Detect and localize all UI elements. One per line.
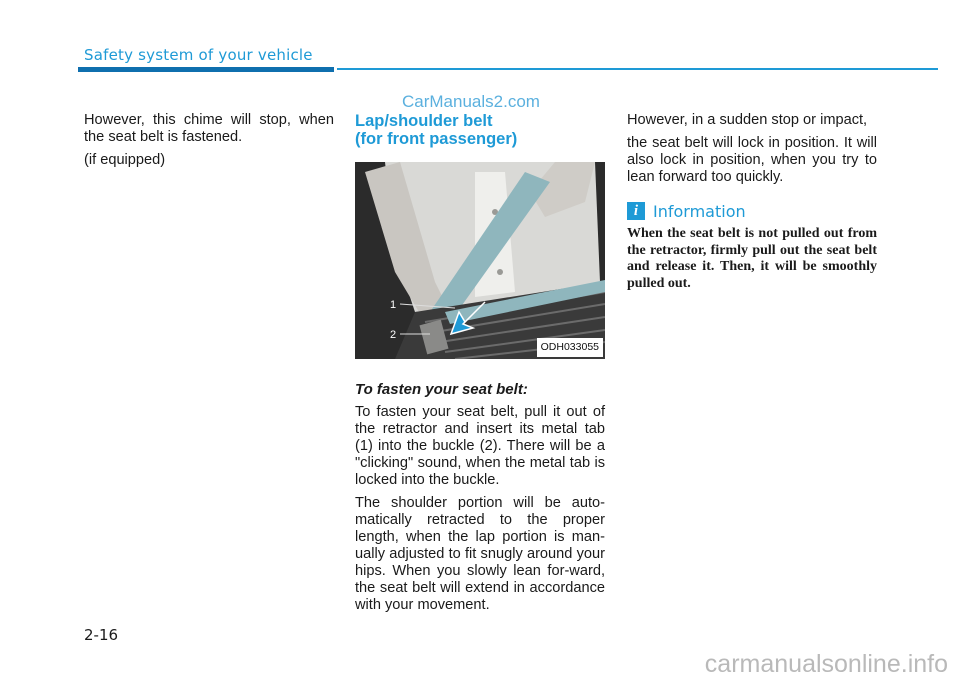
seat-belt-illustration	[355, 162, 605, 359]
figure-code: ODH033055	[537, 338, 603, 357]
section-title-line2: (for front passenger)	[355, 130, 518, 148]
page-number: 2-16	[84, 626, 119, 644]
header-bar-line	[337, 68, 938, 70]
paragraph-fasten: To fasten your seat belt, pull it out of the retractor and insert its metal tab (1) into the buckle (2). There will be a "clicking" sound, when the metal tab is locked into the buckle.	[355, 404, 605, 488]
watermark-top: CarManuals2.com	[402, 92, 540, 111]
paragraph-if-equipped: (if equipped)	[84, 152, 166, 168]
callout-label-2: 2	[390, 329, 397, 341]
paragraph-chime: However, this chime will stop, when the seat belt is fastened.	[84, 112, 334, 145]
information-icon: i	[627, 202, 645, 220]
callout-label-1: 1	[390, 299, 397, 311]
information-header	[627, 202, 877, 220]
header-bar-dark	[78, 67, 334, 72]
seat-belt-figure	[355, 162, 605, 359]
watermark-bottom: carmanualsonline.info	[704, 650, 948, 678]
section-title	[355, 112, 605, 148]
subheading-fasten: To fasten your seat belt:	[355, 381, 528, 398]
information-body: When the seat belt is not pulled out from the retractor, firmly pull out the seat belt and release it. Then, it will be smoothly pulled out.	[627, 226, 877, 291]
paragraph-lock: the seat belt will lock in position. It will also lock in position, when you try to lean forward too quickly.	[627, 135, 877, 185]
column-right	[627, 112, 877, 298]
section-header: Safety system of your vehicle	[84, 46, 313, 64]
column-middle	[355, 112, 605, 620]
paragraph-sudden-stop: However, in a sudden stop or impact,	[627, 112, 868, 128]
information-title: Information	[653, 201, 746, 221]
paragraph-shoulder: The shoulder portion will be auto-matically retracted to the proper length, when the lap portion is man-ually adjusted to fit snugly around your hips. When you slowly lean for-ward, the seat belt will extend in accordance with your movement.	[355, 495, 605, 613]
column-left	[84, 112, 334, 175]
section-title-line1: Lap/shoulder belt	[355, 112, 493, 130]
